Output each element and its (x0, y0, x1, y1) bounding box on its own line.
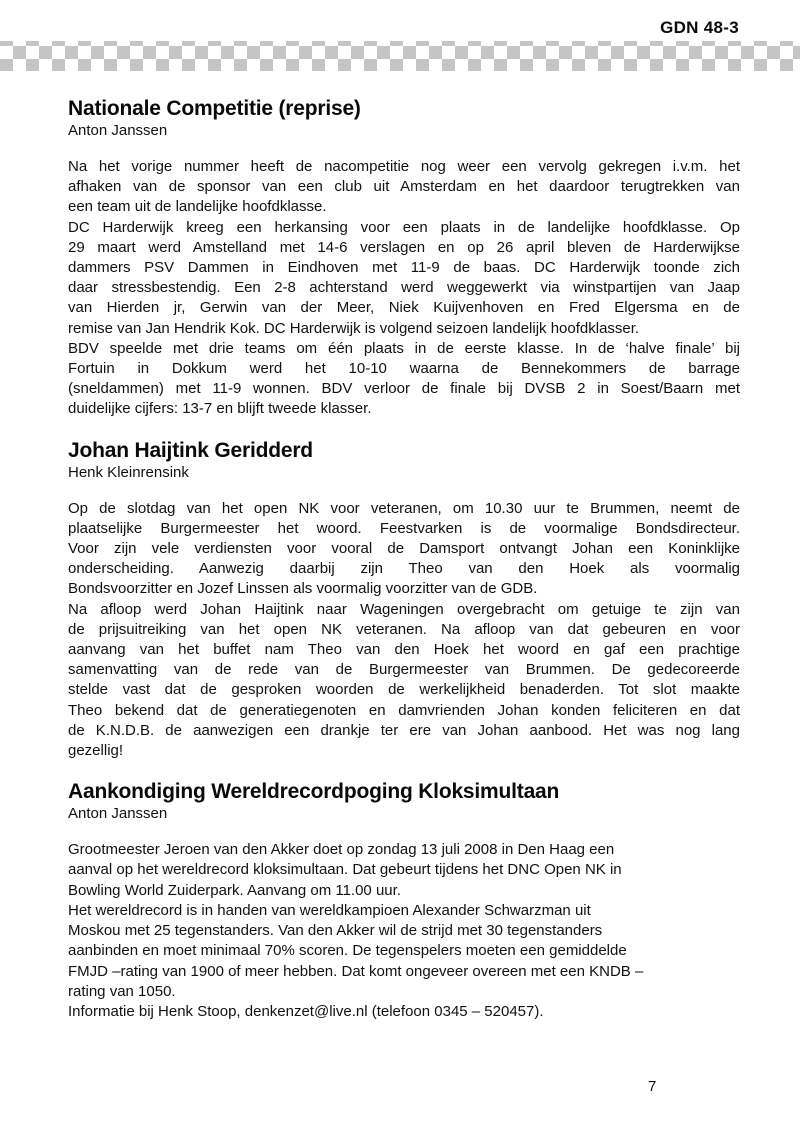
paragraph (68, 499, 740, 600)
text-line: Fortuin in Dokkum werd het 10-10 waarna de Bennekommers de barrage (68, 360, 740, 378)
text-line: BDV speelde met drie teams om één plaats in de eerste klasse. In de ‘halve finale’ bij (68, 339, 740, 357)
text-line: gezellig! (68, 742, 124, 760)
text-line: aanval op het wereldrecord kloksimultaan. Dat gebeurt tijdens het DNC Open NK in (68, 861, 622, 879)
text-line: rating van 1050. (68, 982, 176, 1000)
text-line: stelde vast dat de gesproken woorden de werkelijkheid benaderden. Tot slot maakte (68, 681, 740, 699)
article-author: Anton Janssen (68, 122, 168, 139)
text-line: een team uit de landelijke hoofdklasse. (68, 198, 327, 216)
text-line: Na het vorige nummer heeft de nacompetitie nog weer een vervolg gekregen i.v.m. het (68, 158, 740, 175)
text-line: de prijsuitreiking van het open NK veteranen. Na afloop van dat gebeuren en voor (68, 620, 740, 638)
text-line: (sneldammen) met 11-9 wonnen. BDV verloor de finale bij DVSB 2 in Soest/Baarn met (68, 380, 740, 398)
issue-label: GDN 48-3 (660, 18, 739, 37)
article-title: Johan Haijtink Geridderd (68, 438, 313, 462)
article-author: Henk Kleinrensink (68, 463, 189, 481)
text-line: Moskou met 25 tegenstanders. Van den Akker wil de strijd met 30 tegenstanders (68, 922, 603, 940)
text-line: Grootmeester Jeroen van den Akker doet op zondag 13 juli 2008 in Den Haag een (68, 841, 615, 859)
text-line: Het wereldrecord is in handen van wereldkampioen Alexander Schwarzman uit (68, 901, 591, 919)
article-title: Aankondiging Wereldrecordpoging Kloksimultaan (68, 780, 560, 804)
text-line: DC Harderwijk kreeg een herkansing voor een plaats in de landelijke hoofdklasse. Op (68, 218, 740, 236)
article (68, 438, 740, 762)
text-line: dammers PSV Dammen in Eindhoven met 11-9 de baas. DC Harderwijk toonde zich (68, 259, 740, 277)
text-line: Na afloop werd Johan Haijtink naar Wageningen overgebracht om getuige te zijn van (68, 600, 740, 618)
article-title: Nationale Competitie (reprise) (68, 97, 361, 120)
text-line: Bondsvoorzitter en Jozef Linssen als voormalig voorzitter van de GDB. (68, 580, 538, 598)
text-line: 29 maart werd Amstelland met 14-6 verslagen en op 26 april bleven de Harderwijkse (68, 238, 740, 256)
text-line: aanvang van het buffet nam Theo van den Hoek het woord en gaf een prachtige (68, 641, 740, 659)
text-line: Bowling World Zuiderpark. Aanvang om 11.00 uur. (68, 881, 401, 899)
text-line: de K.N.D.B. de aanwezigen een drankje ter ere van Johan aanbood. Het was nog lang (68, 721, 740, 739)
paragraph (68, 840, 740, 901)
text-line: van Hierden jr, Gerwin van der Meer, Niek Kuijvenhoven en Fred Elgersma en de (68, 299, 740, 317)
checkerboard-divider (0, 41, 800, 71)
paragraph (68, 901, 740, 1002)
paragraph (68, 600, 740, 762)
article (68, 779, 740, 1022)
text-line: daar stressbestendig. Een 2-8 achterstand werd weggewerkt via winstpartijen van Jaap (68, 279, 740, 297)
text-line: FMJD –rating van 1900 of meer hebben. Dat komt ongeveer overeen met een KNDB – (68, 962, 644, 980)
paragraph (68, 1002, 740, 1022)
text-line: remise van Jan Hendrik Kok. DC Harderwijk is volgend seizoen landelijk hoofdklasser. (68, 319, 640, 337)
article (68, 96, 740, 420)
text-line: onderscheiding. Aanwezig daarbij zijn Theo van den Hoek als voormalig (68, 560, 740, 578)
article-author: Anton Janssen (68, 805, 168, 823)
paragraph (68, 157, 740, 218)
text-line: aanbinden en moet minimaal 70% scoren. De tegenspelers moeten een gemiddelde (68, 942, 627, 960)
paragraph (68, 218, 740, 339)
text-line: afhaken van de sponsor van een club uit Amsterdam en het daardoor terugtrekken van (68, 178, 740, 196)
text-line: Voor zijn vele verdiensten voor vooral de Damsport ontvangt Johan een Koninklijke (68, 540, 740, 558)
text-line: plaatselijke Burgermeester het woord. Feestvarken is de voormalige Bondsdirecteur. (68, 519, 740, 537)
text-line: Theo bekend dat de generatiegenoten en damvrienden Johan konden feliciteren en dat (68, 701, 740, 719)
text-line: samenvatting van de rede van de Burgermeester van Brummen. De gedecoreerde (68, 661, 740, 679)
text-line: Op de slotdag van het open NK voor veteranen, om 10.30 uur te Brummen, neemt de (68, 499, 740, 517)
text-line: duidelijke cijfers: 13-7 en blijft tweede klasser. (68, 400, 372, 418)
articles-container (68, 96, 740, 1040)
paragraph (68, 339, 740, 420)
page-number: 7 (648, 1078, 657, 1095)
text-line: Informatie bij Henk Stoop, denkenzet@live.nl (telefoon 0345 – 520457). (68, 1002, 544, 1020)
